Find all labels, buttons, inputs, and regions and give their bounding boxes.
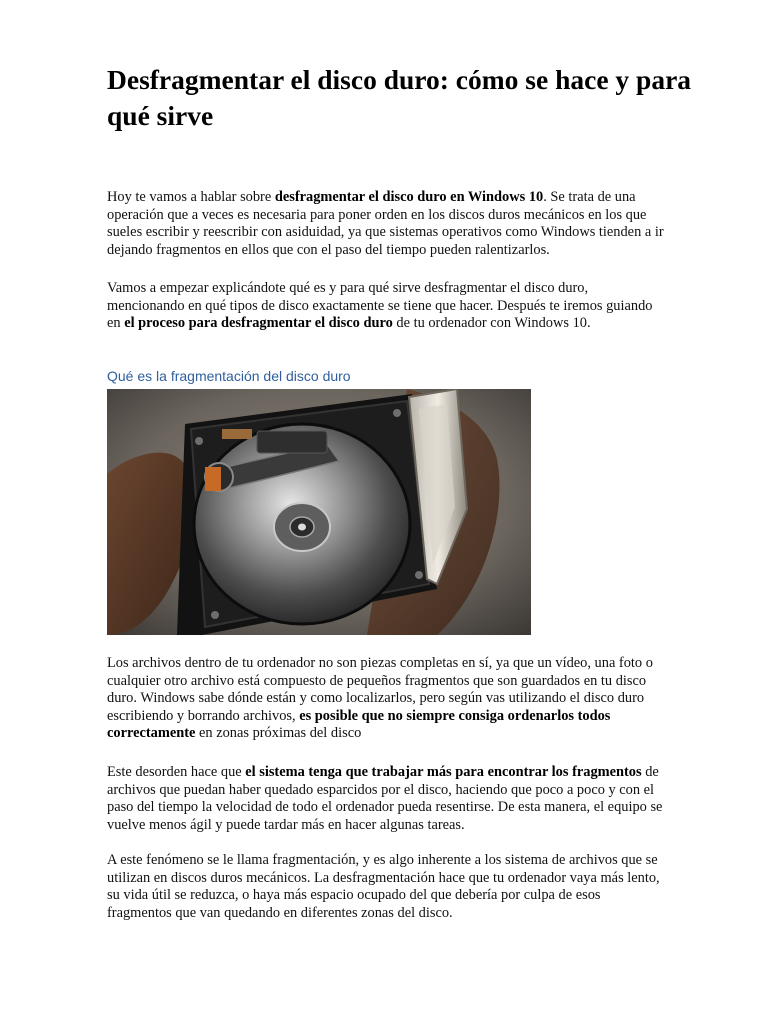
paragraph-fragmentation [107,852,667,922]
paragraph-text: de tu ordenador con Windows 10. [392,315,591,332]
paragraph-text: de archivos que puedan haber quedado esparcidos por el disco, haciendo que poco a poco y con el paso del tiempo la velocidad de todo el ordenador pueda resentirse. De esta manera, el equipo se vuelve menos ágil y puede tardar más en hacer algunas tareas. [107,764,663,833]
paragraph-intro [107,189,667,259]
paragraph-text: Este desorden hace que [107,764,246,780]
paragraph-disorder [107,764,667,834]
paragraph-text: Hoy te vamos a hablar sobre [107,189,275,205]
paragraph-overview [107,280,667,333]
paragraph-text: A este fenómeno se le llama fragmentación, y es algo inherente a los sistema de archivos que se utilizan en discos duros mecánicos. La desfragmentación hace que tu ordenador vaya más lento, su vida útil se reduzca, o haya más espacio ocupado del que debería por culpa de esos fragmentos que van quedando en diferentes zonas del disco. [107,852,660,921]
page-title: Desfragmentar el disco duro: cómo se hace y para qué sirve [107,64,692,131]
paragraph-text: Los archivos dentro de tu ordenador no son piezas completas en sí, ya que un vídeo, una foto o cualquier otro archivo está compuesto de pequeños fragmentos que son guardados en tu disco duro. Windows sabe dónde están y como localizarlos, pero según vas utilizando el disco duro escribiendo y borrando archivos, [107,655,653,724]
paragraph-files [107,655,667,743]
paragraph-bold-text: el sistema tenga que trabajar más para encontrar los fragmentos [245,764,642,780]
paragraph-bold-text: el proceso para desfragmentar el disco duro [124,315,393,332]
paragraph-bold-text: es posible que no siempre consiga ordenarlos todos correctamente [107,707,611,742]
paragraph-text: Vamos a empezar explicándote qué es y para qué sirve desfragmentar el disco duro, mencionando en qué tipos de disco exactamente se tiene que hacer. Después te iremos guiando en [107,280,653,332]
paragraph-text: . Se trata de una operación que a veces es necesaria para poner orden en los discos duros mecánicos en los que sueles escribir y reescribir con asiduidad, ya que sistemas operativos como Windows tienden a ir dejando fragmentos en ellos que con el paso del tiempo pueden ralentizarlos. [107,189,664,258]
hard-disk-photo [107,389,531,635]
paragraph-text: en zonas próximas del disco [195,725,362,742]
paragraph-bold-text: desfragmentar el disco duro en Windows 10 [274,189,544,205]
section-heading: Qué es la fragmentación del disco duro [107,368,351,384]
